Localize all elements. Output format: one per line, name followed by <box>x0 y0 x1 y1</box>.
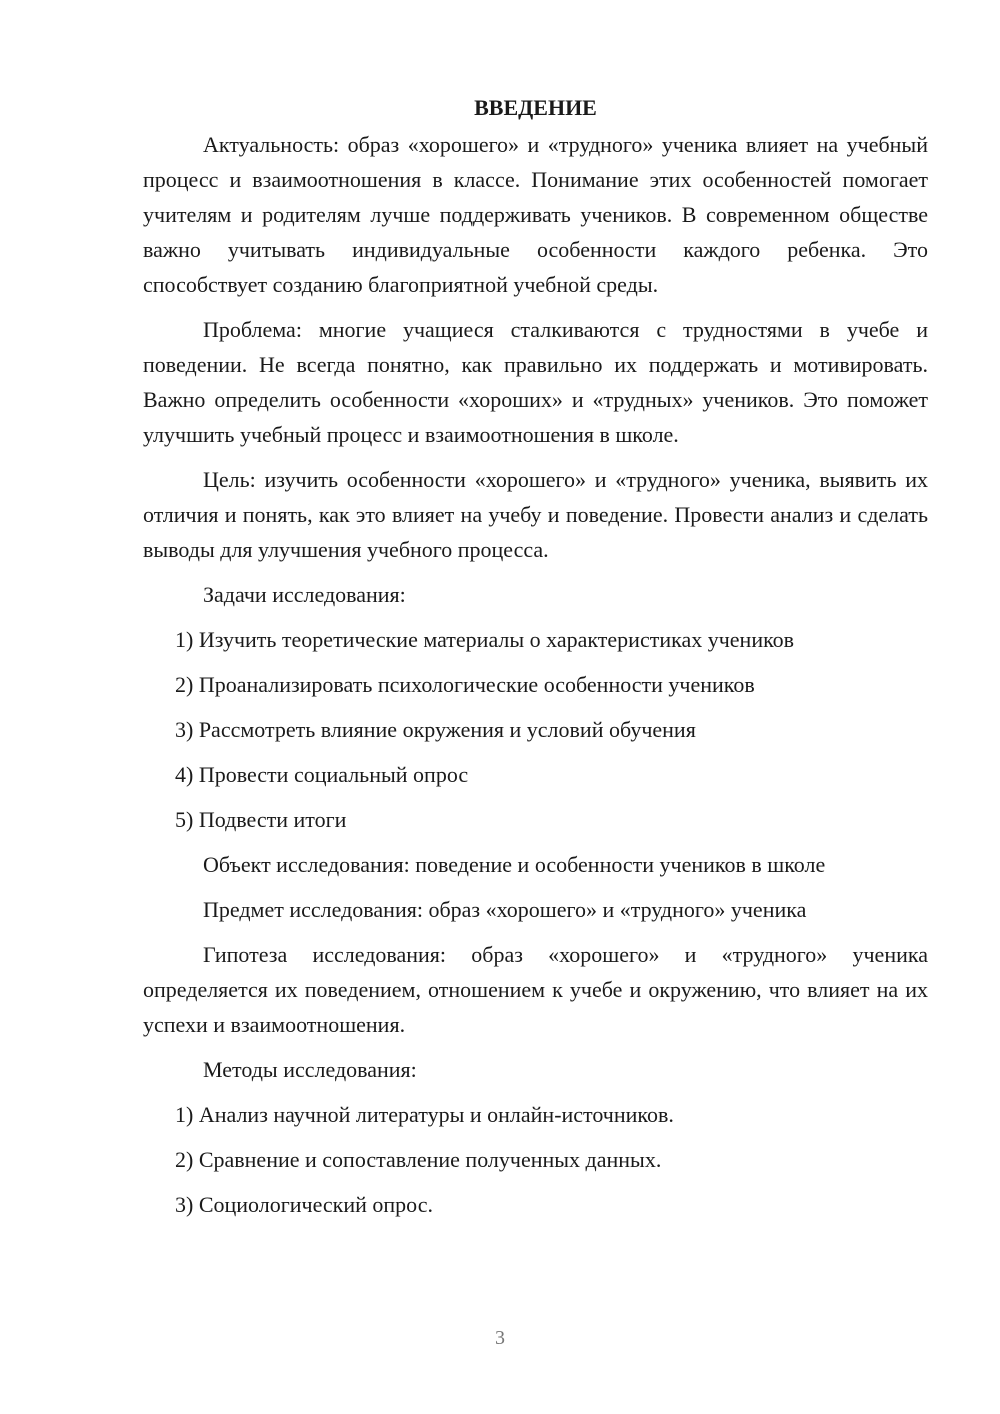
page-number: 3 <box>495 1327 505 1349</box>
list-item: 2) Проанализировать психологические особенности учеников <box>175 672 755 697</box>
tasks-heading: Задачи исследования: <box>203 582 406 607</box>
relevance-paragraph: Актуальность: образ «хорошего» и «трудного» ученика влияет на учебный процесс и взаимоотношения в классе. Понимание этих особенностей помогает учителям и родителям лучше поддерживать учеников. В современном обществе важно учитывать индивидуальные особенности каждого ребенка. Это способствует созданию благоприятной учебной среды. <box>143 132 928 297</box>
page-title: ВВЕДЕНИЕ <box>474 95 597 120</box>
list-item: 1) Анализ научной литературы и онлайн-источников. <box>175 1102 674 1127</box>
goal-paragraph: Цель: изучить особенности «хорошего» и «трудного» ученика, выявить их отличия и понять, как это влияет на учебу и поведение. Провести анализ и сделать выводы для улучшения учебного процесса. <box>143 467 928 562</box>
methods-list <box>143 1097 928 1222</box>
object-line: Объект исследования: поведение и особенности учеников в школе <box>203 852 826 877</box>
list-item: 3) Рассмотреть влияние окружения и условий обучения <box>175 717 696 742</box>
tasks-list <box>143 622 928 837</box>
list-item: 5) Подвести итоги <box>175 807 347 832</box>
list-item: 1) Изучить теоретические материалы о характеристиках учеников <box>175 627 795 652</box>
list-item: 2) Сравнение и сопоставление полученных данных. <box>175 1147 662 1172</box>
methods-heading: Методы исследования: <box>203 1057 417 1082</box>
list-item: 3) Социологический опрос. <box>175 1192 433 1217</box>
problem-paragraph: Проблема: многие учащиеся сталкиваются с трудностями в учебе и поведении. Не всегда понятно, как правильно их поддержать и мотивировать. Важно определить особенности «хороших» и «трудных» учеников. Это поможет улучшить учебный процесс и взаимоотношения в школе. <box>143 317 928 447</box>
subject-line: Предмет исследования: образ «хорошего» и «трудного» ученика <box>203 897 807 922</box>
hypothesis-paragraph: Гипотеза исследования: образ «хорошего» и «трудного» ученика определяется их поведением, отношением к учебе и окружению, что влияет на их успехи и взаимоотношения. <box>143 942 928 1037</box>
document-page <box>143 90 928 1232</box>
list-item: 4) Провести социальный опрос <box>175 762 469 787</box>
